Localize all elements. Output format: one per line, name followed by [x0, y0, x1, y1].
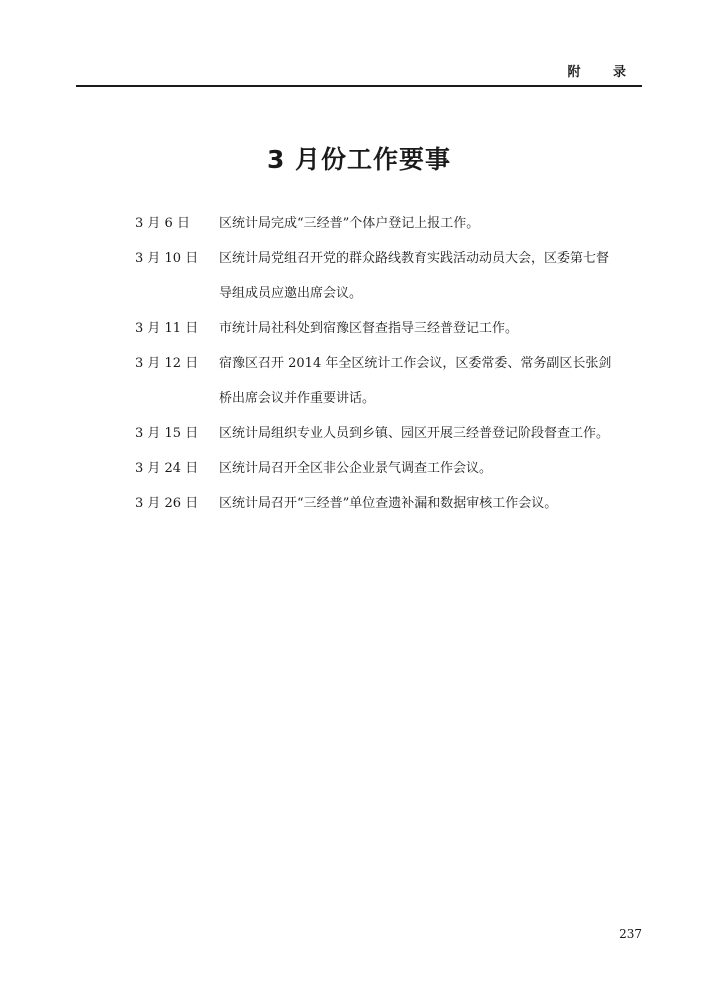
event-description: 区统计局召开全区非公企业景气调查工作会议。 [219, 461, 493, 476]
running-header: 附 录 [567, 65, 640, 80]
page-title: 3 月份工作要事 [266, 145, 452, 174]
event-entry [135, 241, 615, 311]
event-date: 3 月 15 日 [135, 426, 199, 441]
event-description: 区统计局党组召开党的群众路线教育实践活动动员大会，区委第七督导组成员应邀出席会议。 [219, 251, 610, 301]
event-entry [135, 206, 615, 241]
event-entry [135, 311, 615, 346]
event-entry [135, 486, 615, 521]
event-entry [135, 346, 615, 416]
event-date: 3 月 10 日 [135, 251, 199, 266]
event-date: 3 月 26 日 [135, 496, 199, 511]
event-description: 市统计局社科处到宿豫区督查指导三经普登记工作。 [219, 321, 519, 336]
event-list [135, 206, 615, 521]
event-date: 3 月 6 日 [135, 216, 190, 231]
event-description: 宿豫区召开 2014 年全区统计工作会议，区委常委、常务副区长张剑桥出席会议并作重要讲话。 [219, 356, 612, 406]
event-date: 3 月 11 日 [135, 321, 199, 336]
page-number: 237 [619, 927, 642, 941]
header-divider [76, 85, 642, 87]
event-description: 区统计局召开“三经普”单位查遗补漏和数据审核工作会议。 [219, 496, 558, 511]
event-date: 3 月 12 日 [135, 356, 199, 371]
event-date: 3 月 24 日 [135, 461, 199, 476]
event-entry [135, 416, 615, 451]
event-description: 区统计局组织专业人员到乡镇、园区开展三经普登记阶段督查工作。 [219, 426, 610, 441]
event-entry [135, 451, 615, 486]
event-description: 区统计局完成“三经普”个体户登记上报工作。 [219, 216, 480, 231]
